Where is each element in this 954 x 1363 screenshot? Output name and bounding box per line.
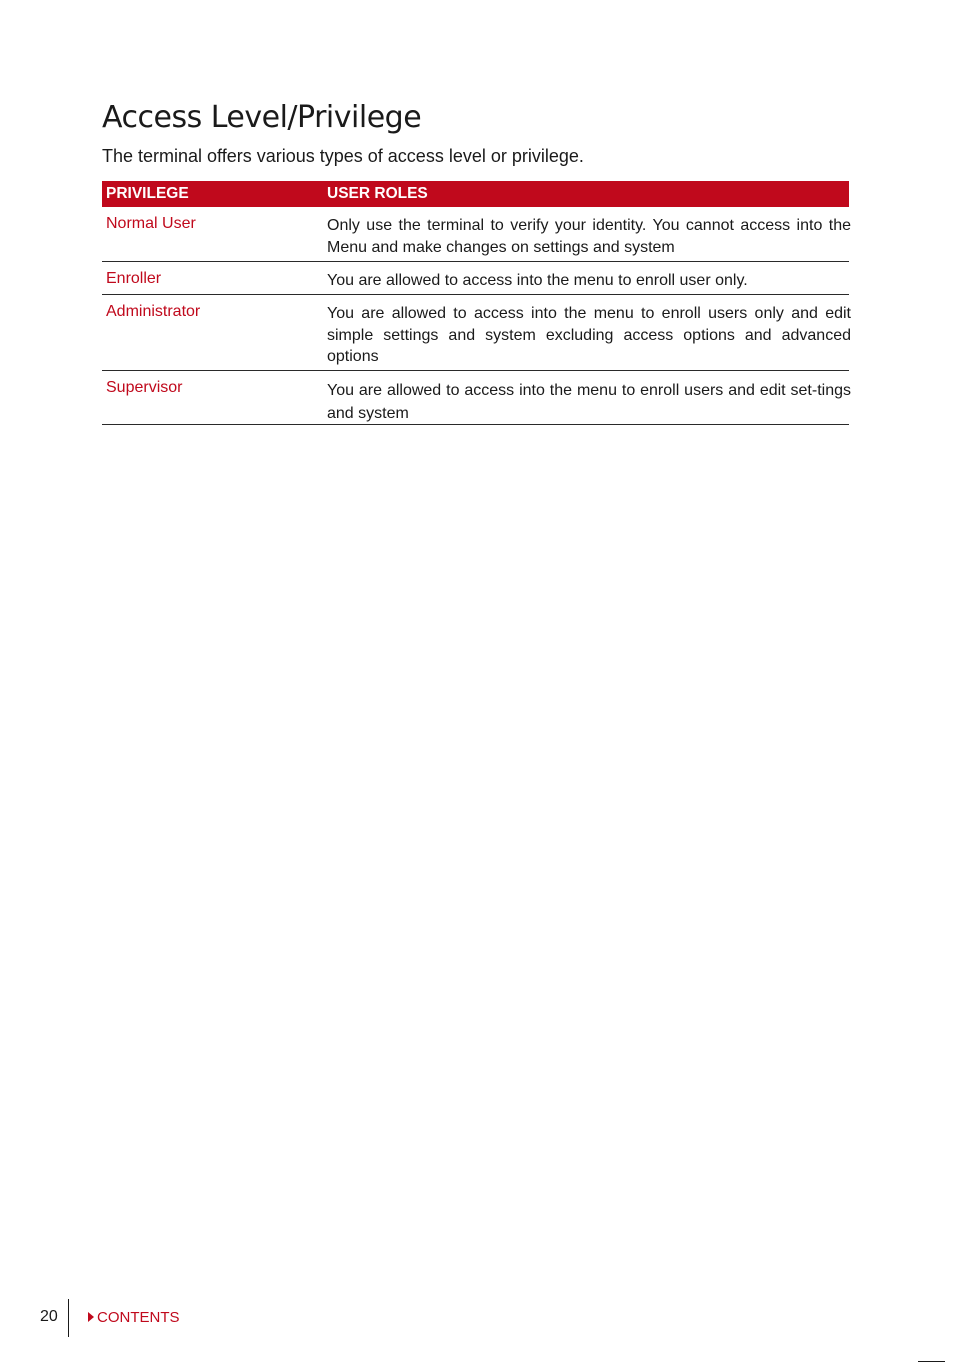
table-row — [102, 262, 849, 295]
contents-link[interactable] — [88, 1309, 180, 1326]
column-header-privilege: PRIVILEGE — [106, 185, 189, 202]
page-number: 20 — [40, 1308, 58, 1325]
privilege-table — [102, 181, 849, 425]
footer-divider — [68, 1299, 69, 1337]
table-row — [102, 295, 849, 371]
table-header — [102, 181, 849, 207]
column-header-user-roles: USER ROLES — [327, 185, 428, 202]
privilege-name: Administrator — [106, 303, 201, 320]
privilege-name: Enroller — [106, 270, 162, 287]
intro-text: The terminal offers various types of access level or privilege. — [102, 146, 584, 166]
role-description: Only use the terminal to verify your identity. You cannot access into the Menu and make changes on settings and system — [327, 217, 851, 256]
table-row — [102, 207, 849, 262]
page-title: Access Level/Privilege — [102, 100, 422, 135]
role-description: You are allowed to access into the menu to enroll user only. — [327, 272, 748, 289]
privilege-name: Normal User — [106, 215, 196, 232]
table-row — [102, 371, 849, 425]
role-description: You are allowed to access into the menu to enroll users and edit set-tings and system — [327, 382, 851, 422]
role-description: You are allowed to access into the menu to enroll users only and edit simple settings and system excluding access options and advanced options — [327, 305, 851, 365]
caret-right-icon — [88, 1312, 94, 1322]
privilege-name: Supervisor — [106, 379, 183, 396]
contents-link-label: CONTENTS — [97, 1309, 180, 1326]
corner-rule — [918, 1361, 945, 1362]
